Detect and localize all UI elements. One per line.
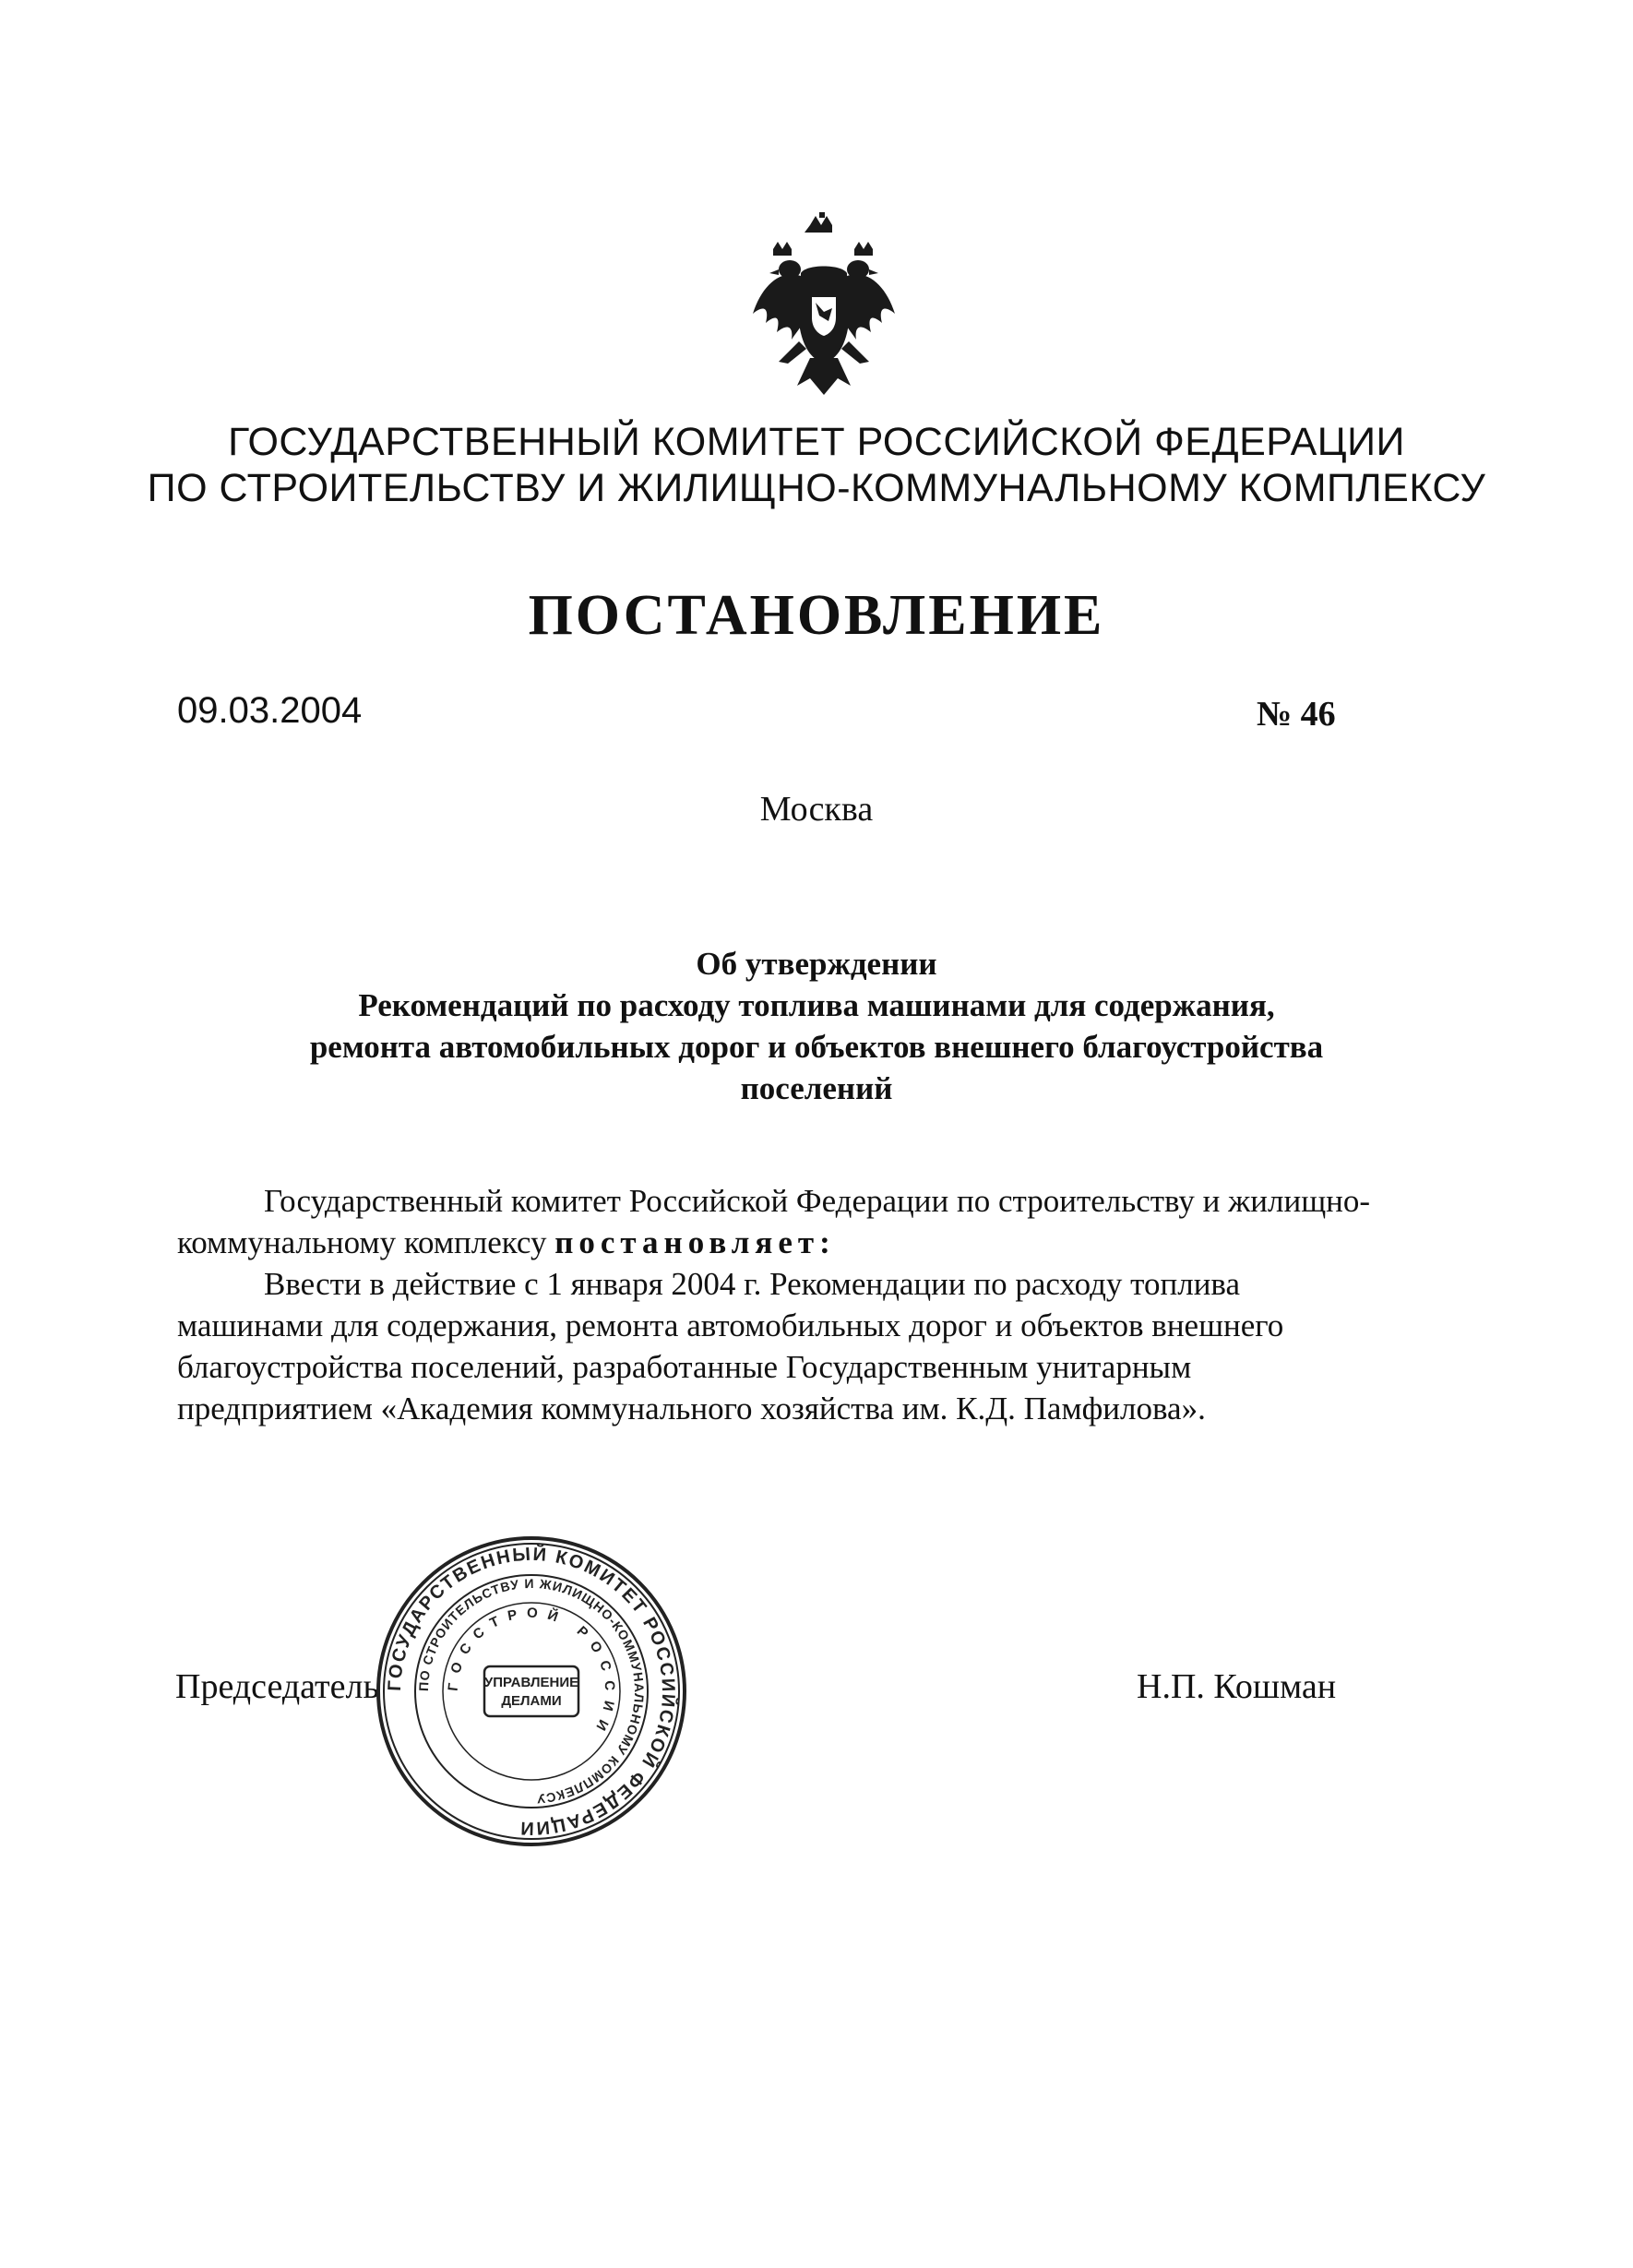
document-subject bbox=[185, 943, 1448, 1109]
body-text: благоустройства поселений, разработанные Государственным унитарным bbox=[177, 1349, 1192, 1385]
signer-name: Н.П. Кошман bbox=[1137, 1667, 1337, 1706]
document-number: № 46 bbox=[1257, 695, 1336, 734]
stamp-center-line2: ДЕЛАМИ bbox=[501, 1693, 562, 1709]
stamp-inner-text: ГОССТРОЙ РОССИИ bbox=[445, 1605, 618, 1742]
signer-title: Председатель bbox=[175, 1667, 379, 1706]
stamp-outer-text: ГОСУДАРСТВЕННЫЙ КОМИТЕТ РОССИЙСКОЙ ФЕДЕРАЦИИ bbox=[384, 1544, 679, 1839]
subject-line: поселений bbox=[740, 1070, 893, 1106]
body-text: Ввести в действие с 1 января 2004 г. Рекомендации по расходу топлива bbox=[264, 1266, 1241, 1302]
body-line bbox=[177, 1305, 1467, 1346]
document-city: Москва bbox=[759, 790, 874, 829]
official-stamp bbox=[374, 1534, 689, 1849]
subject-line: Об утверждении bbox=[696, 946, 937, 982]
coat-of-arms-icon bbox=[745, 212, 902, 397]
stamp-middle-text: ПО СТРОИТЕЛЬСТВУ И ЖИЛИЩНО-КОММУНАЛЬНОМУ КОМПЛЕКСУ bbox=[415, 1575, 648, 1807]
decree-word: постановляет: bbox=[554, 1224, 836, 1260]
agency-name-line2: ПО СТРОИТЕЛЬСТВУ И ЖИЛИЩНО-КОММУНАЛЬНОМУ КОМПЛЕКСУ bbox=[147, 466, 1486, 510]
body-line bbox=[177, 1388, 1467, 1429]
body-line bbox=[177, 1263, 1467, 1305]
body-text: коммунальному комплексу bbox=[177, 1224, 547, 1260]
body-line bbox=[177, 1222, 1467, 1263]
document-date: 09.03.2004 bbox=[177, 690, 363, 731]
body-text: предприятием «Академия коммунального хозяйства им. К.Д. Памфилова». bbox=[177, 1391, 1206, 1426]
subject-line: Рекомендаций по расходу топлива машинами для содержания, bbox=[358, 987, 1275, 1023]
document-type: ПОСТАНОВЛЕНИЕ bbox=[528, 584, 1105, 647]
body-line bbox=[177, 1180, 1467, 1222]
agency-name-line1: ГОСУДАРСТВЕННЫЙ КОМИТЕТ РОССИЙСКОЙ ФЕДЕРАЦИИ bbox=[228, 420, 1405, 464]
stamp-center-line1: УПРАВЛЕНИЕ bbox=[483, 1675, 579, 1690]
subject-line: ремонта автомобильных дорог и объектов внешнего благоустройства bbox=[309, 1029, 1324, 1065]
body-text: машинами для содержания, ремонта автомобильных дорог и объектов внешнего bbox=[177, 1307, 1284, 1343]
body-line bbox=[177, 1346, 1467, 1388]
document-body bbox=[177, 1180, 1467, 1429]
body-text: Государственный комитет Российской Федерации по строительству и жилищно- bbox=[264, 1183, 1371, 1219]
